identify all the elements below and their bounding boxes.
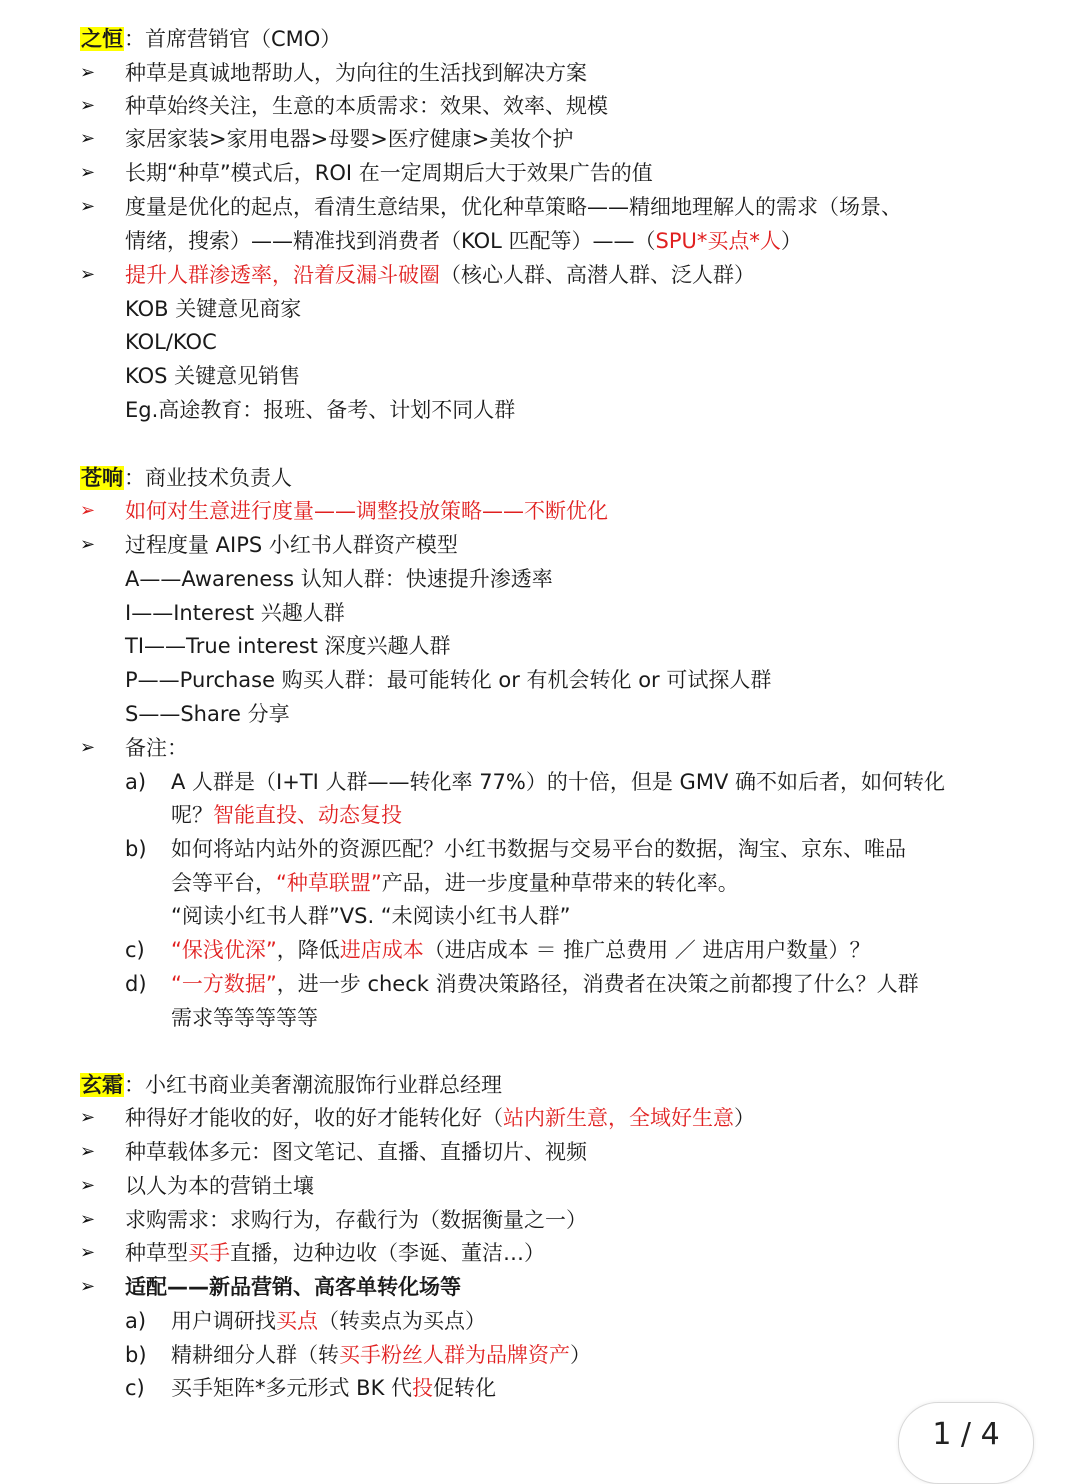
bullet-item [0,731,1080,765]
highlight-text: “保浅优深” [171,938,277,962]
highlight-text: “一方数据” [171,972,277,996]
arrow-bullet-icon: ➢ [80,1107,96,1128]
highlight-text: 智能直投、动态复投 [213,803,402,827]
bullet-text: 度量是优化的起点，看清生意结果，优化种草策略——精细地理解人的需求（场景、 [125,195,902,219]
highlight-text: 站内新生意，全域好生意 [503,1106,734,1130]
bullet-text: （核心人群、高潜人群、泛人群） [440,263,755,287]
bullet-text: 适配——新品营销、高客单转化场等 [125,1275,461,1299]
arrow-bullet-icon: ➢ [80,264,96,285]
plain-line [0,596,1080,630]
bullet-text: 种得好才能收的好，收的好才能转化好（ [125,1106,503,1130]
plain-line [0,325,1080,359]
plain-text: S——Share 分享 [125,702,290,726]
list-text: 会等平台， [171,871,276,895]
bullet-text: 情绪，搜索）——精准找到消费者（KOL 匹配等）——（ [125,229,656,253]
speaker-role: ：小红书商业美奢潮流服饰行业群总经理 [124,1073,502,1097]
highlight-text: “种草联盟” [276,871,382,895]
bullet-item [0,1135,1080,1169]
bullet-item [0,89,1080,123]
speaker-line-zhiheng [0,22,1080,56]
list-item-b [0,832,1080,866]
bullet-text: 种草型 [125,1241,188,1265]
arrow-bullet-icon: ➢ [80,95,96,116]
speaker-role: ：首席营销官（CMO） [124,27,342,51]
bullet-item [0,494,1080,528]
list-item-a [0,765,1080,799]
list-text: 精耕细分人群（转 [171,1343,339,1367]
highlight-text: 提升人群渗透率，沿着反漏斗破圈 [125,263,440,287]
arrow-bullet-icon: ➢ [80,1276,96,1297]
list-text: ，进一步 check 消费决策路径，消费者在决策之前都搜了什么？人群 [276,972,919,996]
bullet-text: 过程度量 AIPS 小红书人群资产模型 [125,533,458,557]
plain-text: KOB 关键意见商家 [125,297,302,321]
bullet-text: 以人为本的营销土壤 [125,1174,314,1198]
arrow-bullet-icon: ➢ [80,1209,96,1230]
plain-text: A——Awareness 认知人群：快速提升渗透率 [125,567,553,591]
highlight-text: 买点 [276,1309,318,1333]
plain-text: KOS 关键意见销售 [125,364,301,388]
arrow-bullet-icon: ➢ [80,162,96,183]
bullet-text: 种草载体多元：图文笔记、直播、直播切片、视频 [125,1140,587,1164]
highlight-text: 如何对生意进行度量——调整投放策略——不断优化 [125,499,608,523]
list-item-b [0,1338,1080,1372]
plain-line [0,697,1080,731]
page-indicator-text: 1 / 4 [932,1417,1000,1452]
plain-text: P——Purchase 购买人群：最可能转化 or 有机会转化 or 可试探人群 [125,668,772,692]
list-continuation [0,1001,1080,1035]
list-item-a [0,1304,1080,1338]
list-text: 呢？ [171,803,213,827]
bullet-item [0,1101,1080,1135]
list-text: 促转化 [433,1376,497,1400]
list-text: A 人群是（I+TI 人群——转化率 77%）的十倍，但是 GMV 确不如后者，如何转化 [171,770,945,794]
list-text: 产品，进一步度量种草带来的转化率。 [381,871,739,895]
bullet-item [0,528,1080,562]
plain-line [0,562,1080,596]
bullet-text: 家居家装>家用电器>母婴>医疗健康>美妆个护 [125,127,574,151]
plain-line [0,292,1080,326]
highlight-text: 买手 [188,1241,230,1265]
plain-text: Eg.高途教育：报班、备考、计划不同人群 [125,398,516,422]
list-text: （进店成本 ＝ 推广总费用 ／ 进店用户数量）？ [423,938,871,962]
arrow-bullet-icon: ➢ [80,196,96,217]
arrow-bullet-icon: ➢ [80,128,96,149]
list-text: 用户调研找 [171,1309,276,1333]
plain-text: I——Interest 兴趣人群 [125,601,345,625]
list-continuation [0,798,1080,832]
bullet-text: 备注： [125,736,188,760]
bullet-item [0,1203,1080,1237]
arrow-bullet-icon: ➢ [80,1242,96,1263]
list-label: b) [125,1343,147,1367]
highlight-text: 买手粉丝人群为品牌资产 [339,1343,570,1367]
speaker-role: ：商业技术负责人 [124,466,292,490]
list-text: 如何将站内站外的资源匹配？小红书数据与交易平台的数据，淘宝、京东、唯品 [171,837,906,861]
bullet-text: 种草是真诚地帮助人，为向往的生活找到解决方案 [125,61,587,85]
list-text: 需求等等等等等 [171,1006,318,1030]
list-label: c) [125,938,145,962]
highlight-text: 投 [412,1376,434,1400]
speaker-name: 苍响 [81,466,123,490]
plain-text: TI——True interest 深度兴趣人群 [125,634,451,658]
list-text: ） [570,1343,591,1367]
arrow-bullet-icon: ➢ [80,500,96,521]
plain-text: KOL/KOC [125,330,217,354]
bullet-continuation [0,224,1080,258]
page-indicator [898,1402,1034,1484]
bullet-text: ） [780,229,802,253]
bullet-text: 种草始终关注，生意的本质需求：效果、效率、规模 [125,94,608,118]
bullet-text: 求购需求：求购行为，存截行为（数据衡量之一） [125,1208,587,1232]
plain-line [0,629,1080,663]
list-label: c) [125,1376,145,1400]
list-item-c [0,933,1080,967]
bullet-item [0,1169,1080,1203]
highlight-text: SPU*买点*人 [655,229,781,253]
bullet-item [0,258,1080,292]
bullet-text: 直播，边种边收（李诞、董洁…） [230,1241,545,1265]
plain-line [0,663,1080,697]
bullet-item [0,190,1080,224]
bullet-item [0,56,1080,90]
highlight-text: 进店成本 [339,938,424,962]
list-continuation [0,866,1080,900]
list-text: “阅读小红书人群”VS. “未阅读小红书人群” [171,904,571,928]
bullet-item [0,1270,1080,1304]
speaker-name: 玄霜 [81,1073,123,1097]
speaker-name: 之恒 [81,27,123,51]
list-label: d) [125,972,147,996]
list-item-d [0,967,1080,1001]
bullet-text: ） [734,1106,755,1130]
speaker-line-xuanshuang [0,1068,1080,1102]
list-label: b) [125,837,147,861]
bullet-text: 长期“种草”模式后，ROI 在一定周期后大于效果广告的值 [125,161,653,185]
list-label: a) [125,770,147,794]
arrow-bullet-icon: ➢ [80,737,96,758]
plain-line [0,359,1080,393]
arrow-bullet-icon: ➢ [80,1141,96,1162]
list-text: ，降低 [276,938,340,962]
bullet-item [0,122,1080,156]
arrow-bullet-icon: ➢ [80,1175,96,1196]
list-text: （转卖点为买点） [318,1309,486,1333]
list-item-c [0,1371,1080,1405]
bullet-item [0,156,1080,190]
list-continuation [0,899,1080,933]
list-label: a) [125,1309,147,1333]
list-text: 买手矩阵*多元形式 BK 代 [171,1376,413,1400]
arrow-bullet-icon: ➢ [80,62,96,83]
bullet-item [0,1236,1080,1270]
plain-line [0,393,1080,427]
arrow-bullet-icon: ➢ [80,534,96,555]
speaker-line-cangxiang [0,461,1080,495]
